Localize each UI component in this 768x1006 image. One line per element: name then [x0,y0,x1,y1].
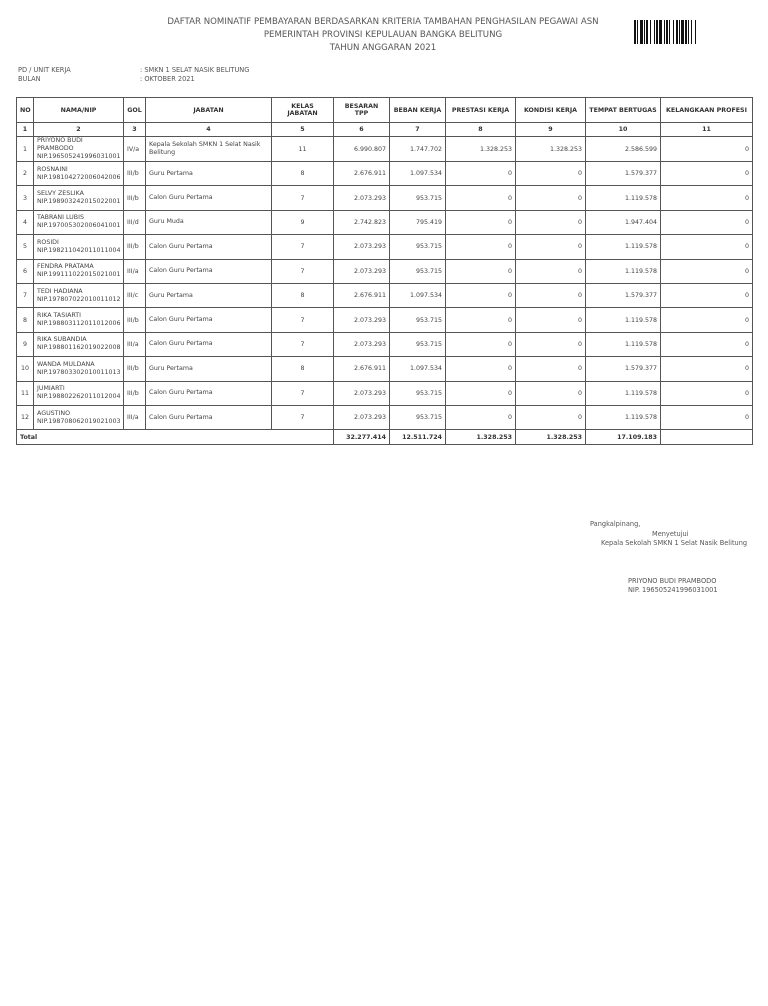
document-subtitle-province: PEMERINTAH PROVINSI KEPULAUAN BANGKA BELITUNG [263,30,503,40]
cell-jabatan: Calon Guru Pertama [146,308,272,332]
employee-nip: NIP.198104272006042006 [37,173,121,181]
employee-name: ROSNAINI [37,165,68,173]
table-header-row [17,98,753,123]
column-header: KELANGKAAN PROFESI [661,98,753,123]
column-number: 3 [124,123,146,137]
cell-beban: 953.715 [390,259,446,283]
cell-kelangkaan: 0 [661,259,753,283]
cell-name-nip [34,308,124,332]
cell-gol: III/b [124,162,146,186]
employee-nip: NIP.198801162019022008 [37,344,121,352]
cell-name-nip [34,357,124,381]
employee-name: ROSIDI [37,238,59,246]
cell-tempat: 1.119.578 [586,186,661,210]
cell-tempat: 2.586.599 [586,137,661,162]
cell-jabatan: Guru Pertama [146,162,272,186]
cell-jabatan: Guru Muda [146,210,272,234]
signature-approval: Menyetujui [652,530,689,538]
cell-kelangkaan: 0 [661,283,753,307]
cell-no: 4 [17,210,34,234]
cell-beban: 953.715 [390,332,446,356]
signature-position: Kepala Sekolah SMKN 1 Selat Nasik Belitung [601,539,748,547]
cell-beban: 1.097.534 [390,162,446,186]
cell-kelangkaan: 0 [661,210,753,234]
cell-name-nip [34,283,124,307]
cell-kelangkaan: 0 [661,381,753,405]
cell-kelas: 8 [272,283,334,307]
cell-beban: 1.097.534 [390,357,446,381]
cell-prestasi: 0 [446,357,516,381]
cell-beban: 953.715 [390,308,446,332]
cell-tpp: 2.073.293 [334,381,390,405]
column-number: 9 [516,123,586,137]
cell-tpp: 2.742.823 [334,210,390,234]
cell-kondisi: 0 [516,210,586,234]
cell-name-nip [34,162,124,186]
cell-beban: 795.419 [390,210,446,234]
cell-tpp: 2.073.293 [334,235,390,259]
cell-prestasi: 0 [446,405,516,429]
cell-kelangkaan: 0 [661,308,753,332]
document-subtitle-year: TAHUN ANGGARAN 2021 [329,43,437,53]
cell-no: 2 [17,162,34,186]
cell-kelangkaan: 0 [661,162,753,186]
cell-gol: III/b [124,357,146,381]
cell-kelangkaan: 0 [661,235,753,259]
table-row [17,137,753,162]
cell-kondisi: 0 [516,283,586,307]
column-header: NAMA/NIP [34,98,124,123]
total-kelangkaan [661,430,753,445]
table-row [17,283,753,307]
cell-kelas: 7 [272,381,334,405]
column-number: 2 [34,123,124,137]
column-header: GOL [124,98,146,123]
cell-tempat: 1.579.377 [586,357,661,381]
employee-name: AGUSTINO [37,409,71,417]
cell-tempat: 1.579.377 [586,283,661,307]
column-number: 8 [446,123,516,137]
cell-prestasi: 0 [446,259,516,283]
cell-prestasi: 0 [446,332,516,356]
employee-name: JUMIARTI [37,385,65,393]
tpp-table [16,97,753,445]
column-number: 5 [272,123,334,137]
cell-kelangkaan: 0 [661,405,753,429]
employee-nip: NIP.198211042011011004 [37,246,121,254]
employee-name: RIKA TASIARTI [37,312,82,320]
cell-prestasi: 0 [446,308,516,332]
employee-name: WANDA MULDANA [37,360,95,368]
cell-no: 1 [17,137,34,162]
cell-kondisi: 0 [516,357,586,381]
table-column-number-row [17,123,753,137]
cell-kondisi: 1.328.253 [516,137,586,162]
total-tempat: 17.109.183 [586,430,661,445]
cell-kelas: 11 [272,137,334,162]
employee-nip: NIP.198803112011012006 [37,320,121,328]
cell-jabatan: Kepala Sekolah SMKN 1 Selat Nasik Belitung [146,137,272,162]
cell-kelas: 7 [272,259,334,283]
cell-prestasi: 0 [446,162,516,186]
cell-kelangkaan: 0 [661,332,753,356]
employee-nip: NIP.198802262011012004 [37,393,121,401]
cell-kelangkaan: 0 [661,357,753,381]
meta-month-label: BULAN [18,75,41,83]
signature-name: PRIYONO BUDI PRAMBODO [628,577,717,585]
cell-tempat: 1.119.578 [586,332,661,356]
table-row [17,235,753,259]
cell-name-nip [34,332,124,356]
cell-kondisi: 0 [516,162,586,186]
cell-no: 6 [17,259,34,283]
cell-kondisi: 0 [516,186,586,210]
employee-name: PRIYONO BUDI PRAMBODO [37,137,83,152]
cell-tpp: 2.073.293 [334,308,390,332]
cell-tpp: 2.073.293 [334,332,390,356]
cell-kelas: 7 [272,308,334,332]
employee-nip: NIP.198903242015022001 [37,198,121,206]
employee-nip: NIP.197807022010011012 [37,295,121,303]
cell-kelangkaan: 0 [661,186,753,210]
cell-gol: IV/a [124,137,146,162]
total-beban: 12.511.724 [390,430,446,445]
column-number: 7 [390,123,446,137]
total-tpp: 32.277.414 [334,430,390,445]
cell-tpp: 2.676.911 [334,357,390,381]
employee-nip: NIP.198708062019021003 [37,417,121,425]
table-row [17,357,753,381]
table-row [17,381,753,405]
table-row [17,405,753,429]
column-header: BESARAN TPP [334,98,390,123]
cell-beban: 1.747.702 [390,137,446,162]
cell-tpp: 2.073.293 [334,405,390,429]
cell-name-nip [34,405,124,429]
cell-no: 9 [17,332,34,356]
employee-nip: NIP.196505241996031001 [37,153,121,160]
employee-nip: NIP.197005302006041001 [37,222,121,230]
cell-tempat: 1.947.404 [586,210,661,234]
cell-tempat: 1.579.377 [586,162,661,186]
meta-unit-value: : SMKN 1 SELAT NASIK BELITUNG [140,66,250,74]
table-row [17,259,753,283]
cell-gol: III/a [124,332,146,356]
cell-tempat: 1.119.578 [586,235,661,259]
cell-kelas: 7 [272,405,334,429]
cell-name-nip [34,235,124,259]
column-header: NO [17,98,34,123]
cell-kondisi: 0 [516,308,586,332]
cell-beban: 953.715 [390,405,446,429]
cell-gol: III/b [124,381,146,405]
cell-beban: 1.097.534 [390,283,446,307]
table-body [17,137,753,430]
cell-prestasi: 0 [446,186,516,210]
cell-kelangkaan: 0 [661,137,753,162]
column-header: TEMPAT BERTUGAS [586,98,661,123]
cell-gol: III/d [124,210,146,234]
cell-prestasi: 0 [446,381,516,405]
cell-no: 7 [17,283,34,307]
table-row [17,308,753,332]
cell-kelas: 7 [272,235,334,259]
cell-jabatan: Guru Pertama [146,283,272,307]
cell-tpp: 2.073.293 [334,259,390,283]
column-number: 11 [661,123,753,137]
column-number: 4 [146,123,272,137]
cell-gol: III/a [124,259,146,283]
cell-no: 11 [17,381,34,405]
column-header: KELAS JABATAN [272,98,334,123]
cell-tempat: 1.119.578 [586,259,661,283]
table-row [17,332,753,356]
total-kondisi: 1.328.253 [516,430,586,445]
cell-jabatan: Calon Guru Pertama [146,381,272,405]
cell-gol: III/b [124,186,146,210]
cell-no: 5 [17,235,34,259]
cell-name-nip [34,259,124,283]
table-row [17,162,753,186]
cell-name-nip [34,186,124,210]
cell-kondisi: 0 [516,259,586,283]
employee-nip: NIP.197803302010011013 [37,368,121,376]
column-number: 10 [586,123,661,137]
table-row [17,210,753,234]
cell-kelas: 7 [272,186,334,210]
employee-name: SELVY ZESLIKA [37,190,84,198]
cell-no: 8 [17,308,34,332]
total-prestasi: 1.328.253 [446,430,516,445]
cell-name-nip [34,137,124,162]
column-header: JABATAN [146,98,272,123]
cell-jabatan: Calon Guru Pertama [146,186,272,210]
cell-name-nip [34,381,124,405]
cell-prestasi: 0 [446,283,516,307]
column-number: 1 [17,123,34,137]
cell-gol: III/a [124,405,146,429]
cell-beban: 953.715 [390,381,446,405]
cell-kondisi: 0 [516,381,586,405]
column-header: KONDISI KERJA [516,98,586,123]
cell-prestasi: 0 [446,210,516,234]
cell-beban: 953.715 [390,235,446,259]
table-total-row [17,430,753,445]
cell-gol: III/b [124,235,146,259]
cell-tempat: 1.119.578 [586,405,661,429]
employee-name: TABRANI LUBIS [37,214,84,222]
signature-place: Pangkalpinang, [590,520,641,528]
cell-tempat: 1.119.578 [586,308,661,332]
cell-kondisi: 0 [516,332,586,356]
table-row [17,186,753,210]
cell-jabatan: Calon Guru Pertama [146,405,272,429]
employee-name: FENDRA PRATAMA [37,263,94,271]
cell-kondisi: 0 [516,405,586,429]
cell-jabatan: Calon Guru Pertama [146,332,272,356]
column-header: BEBAN KERJA [390,98,446,123]
cell-kelas: 8 [272,162,334,186]
column-number: 6 [334,123,390,137]
cell-gol: III/b [124,308,146,332]
cell-beban: 953.715 [390,186,446,210]
meta-month-value: : OKTOBER 2021 [140,75,195,83]
cell-jabatan: Calon Guru Pertama [146,235,272,259]
cell-tempat: 1.119.578 [586,381,661,405]
employee-nip: NIP.199111022015021001 [37,271,121,279]
cell-tpp: 2.073.293 [334,186,390,210]
barcode [634,20,734,44]
cell-jabatan: Calon Guru Pertama [146,259,272,283]
cell-no: 3 [17,186,34,210]
cell-tpp: 2.676.911 [334,283,390,307]
cell-name-nip [34,210,124,234]
employee-name: TEDI HADIANA [37,287,83,295]
total-label: Total [17,430,334,445]
cell-kelas: 8 [272,357,334,381]
meta-unit-label: PD / UNIT KERJA [18,66,71,74]
cell-no: 10 [17,357,34,381]
column-header: PRESTASI KERJA [446,98,516,123]
signature-nip: NIP. 196505241996031001 [628,586,718,594]
cell-no: 12 [17,405,34,429]
document-title: DAFTAR NOMINATIF PEMBAYARAN BERDASARKAN KRITERIA TAMBAHAN PENGHASILAN PEGAWAI ASN [167,17,599,27]
cell-jabatan: Guru Pertama [146,357,272,381]
cell-tpp: 6.990.807 [334,137,390,162]
cell-tpp: 2.676.911 [334,162,390,186]
cell-prestasi: 0 [446,235,516,259]
cell-kelas: 9 [272,210,334,234]
cell-prestasi: 1.328.253 [446,137,516,162]
cell-kelas: 7 [272,332,334,356]
cell-kondisi: 0 [516,235,586,259]
cell-gol: III/c [124,283,146,307]
employee-name: RIKA SUBANDIA [37,336,87,344]
